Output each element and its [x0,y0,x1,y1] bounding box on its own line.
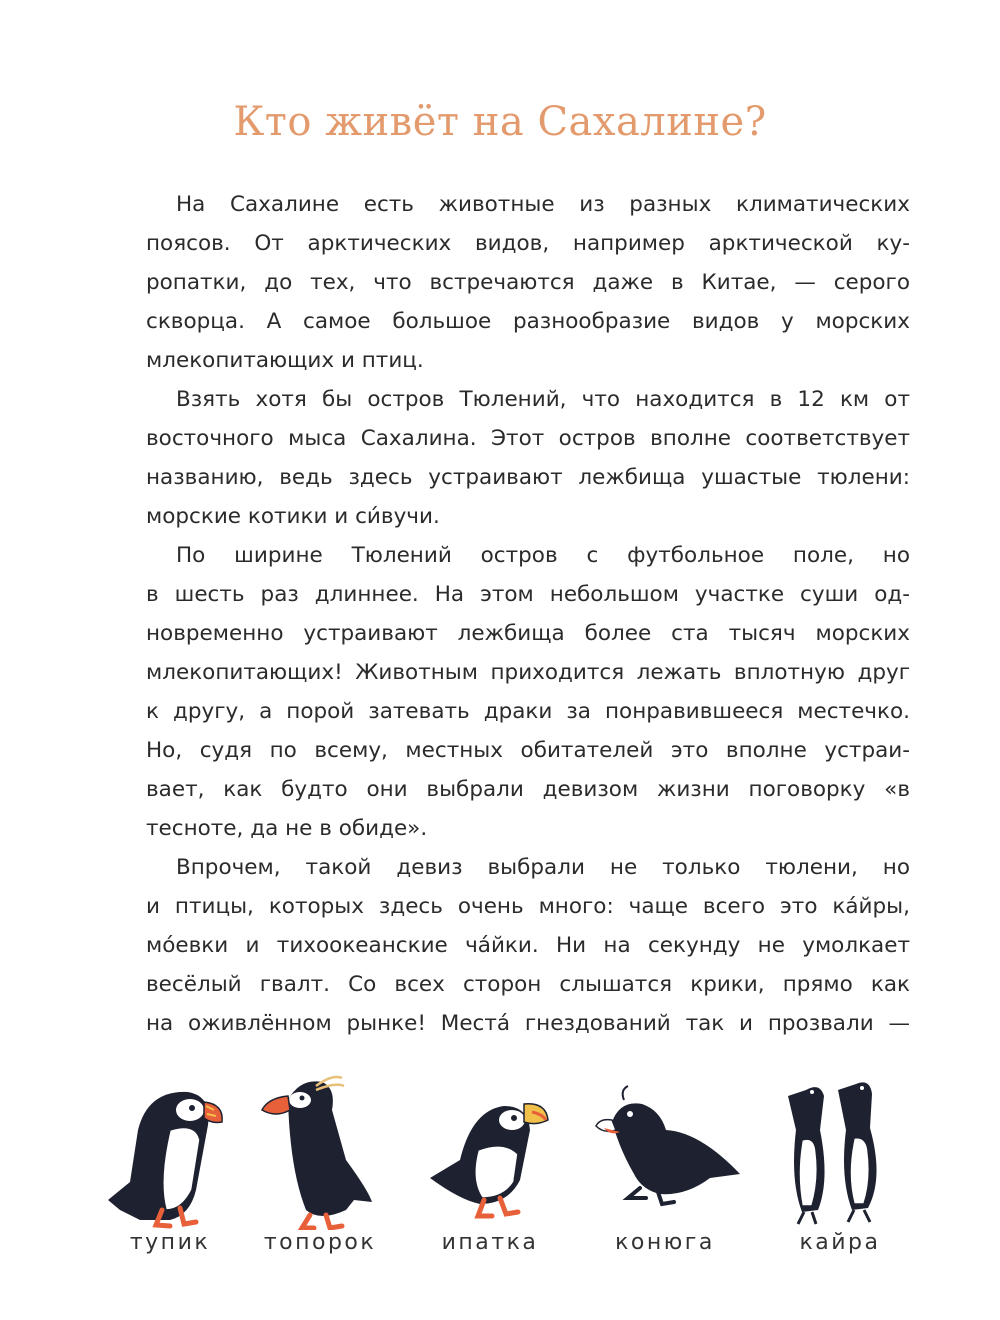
text-line: На Сахалине есть животные из разных климатических [176,192,910,217]
bird-horned-puffin [420,1070,560,1255]
paragraph-2 [146,380,910,536]
auklet-icon [590,1070,740,1230]
horned-puffin-icon [420,1070,560,1230]
bird-puffin [100,1070,240,1255]
puffin-icon [100,1070,240,1230]
text-line: млекопитающих! Животным приходится лежать вплотную друг [146,660,910,685]
text-line: названию, ведь здесь устраивают лежбища ушастые тюлени: [146,465,910,490]
bird-label-tufted-puffin: топорок [263,1230,377,1255]
text-line: морские котики и си́вучи. [146,504,440,529]
paragraph-4 [146,848,910,1043]
text-line: Впрочем, такой девиз выбрали не только тюлени, но [176,855,910,880]
text-line: Взять хотя бы остров Тюлений, что находится в 12 км от [176,387,910,412]
article-body [146,185,910,1043]
bird-tufted-puffin [250,1070,390,1255]
bird-label-horned-puffin: ипатка [441,1230,539,1255]
paragraph-3 [146,536,910,848]
text-line: скворца. А самое большое разнообразие видов у морских [146,309,910,334]
text-line: весёлый гвалт. Со всех сторон слышатся крики, прямо как [146,972,910,997]
text-line: к другу, а порой затевать драки за понравившееся местечко. [146,699,910,724]
text-line: млекопитающих и птиц. [146,348,424,373]
bird-label-guillemot: кайра [799,1230,881,1255]
text-line: поясов. От арктических видов, например арктической ку- [146,231,910,256]
text-line: новременно устраивают лежбища более ста тысяч морских [146,621,910,646]
text-line: в шесть раз длиннее. На этом небольшом участке суши од- [146,582,910,607]
page-title: Кто живёт на Сахалине? [233,99,767,145]
text-line: По ширине Тюлений остров с футбольное поле, но [176,543,910,568]
text-line: восточного мыса Сахалина. Этот остров вполне соответствует [146,426,910,451]
text-line: Но, судя по всему, местных обитателей это вполне устраи- [146,738,910,763]
paragraph-1 [146,185,910,380]
text-line: вает, как будто они выбрали девизом жизни поговорку «в [146,777,910,802]
bird-label-auklet: конюга [615,1230,715,1255]
tufted-puffin-icon [250,1070,390,1230]
text-line: на оживлённом рынке! Места́ гнездований так и прозвали — [146,1011,910,1036]
text-line: ропатки, до тех, что встречаются даже в Китае, — серого [146,270,910,295]
bird-label-puffin: тупик [129,1230,211,1255]
bird-guillemot [780,1070,920,1255]
guillemot-icon [780,1070,920,1230]
bird-illustrations [100,1070,920,1280]
text-line: тесноте, да не в обиде». [146,816,428,841]
text-line: и птицы, которых здесь очень много: чаще всего это ка́йры, [146,894,910,919]
bird-auklet [590,1070,740,1255]
text-line: мо́евки и тихоокеанские ча́йки. Ни на секунду не умолкает [146,933,910,958]
